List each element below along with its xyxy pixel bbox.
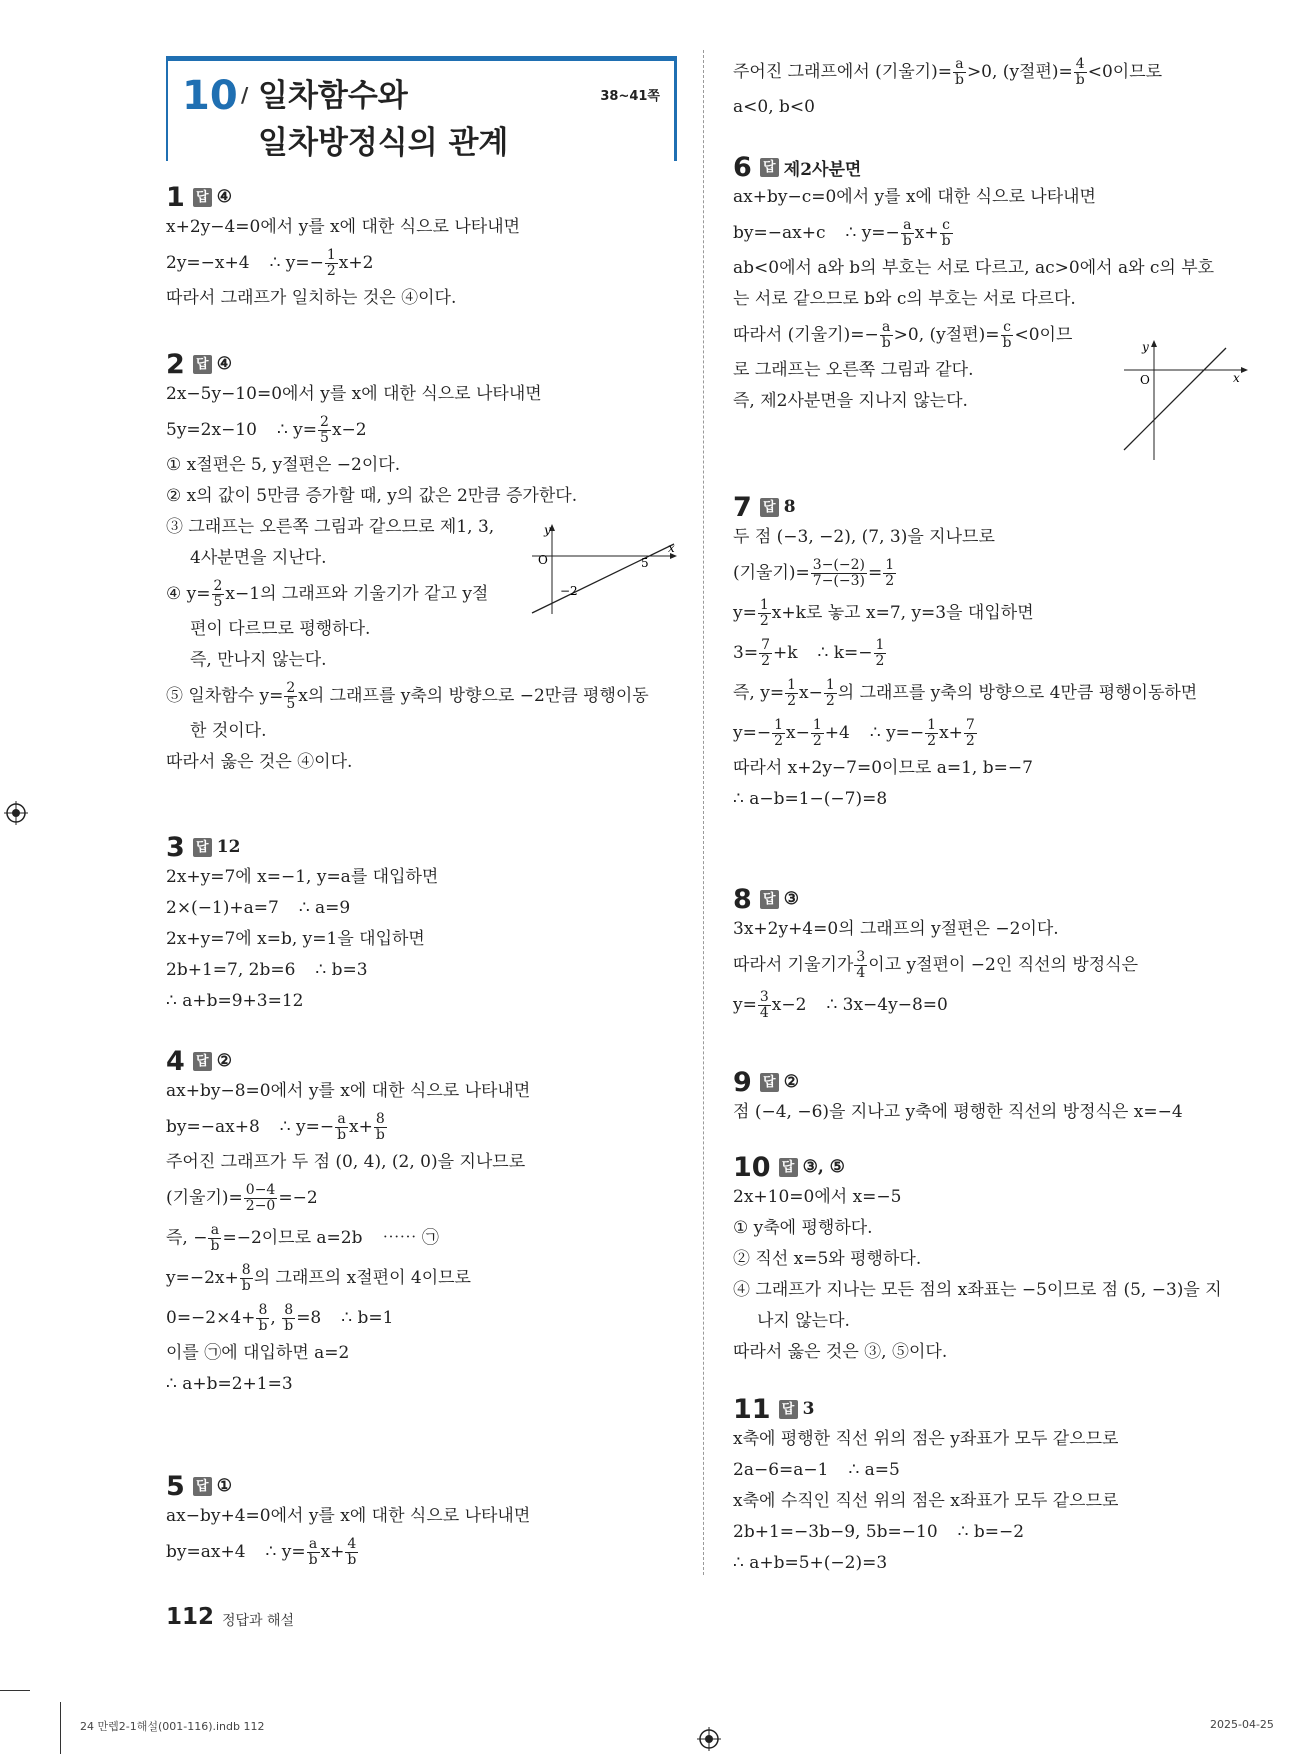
problem-1: 1 답 ④ x+2y−4=0에서 y를 x에 대한 식으로 나타내면 2y=−x+4 ∴ y=− $\frac{1}{2}$ x+2 따라서 그래프가 일치하는 것은 ④이다.	[166, 181, 521, 308]
x-axis-label: x	[668, 541, 675, 555]
answer: ①	[216, 1476, 233, 1496]
problem-number: 11	[733, 1393, 771, 1425]
answer-badge: 답	[779, 1400, 798, 1419]
chapter-header	[166, 56, 677, 161]
x-intercept-label: 5	[641, 556, 649, 570]
answer: 제2사분면	[783, 159, 862, 180]
answer: 3	[802, 1399, 815, 1419]
problem-10: 10 답 ③, ⑤ 2x+10=0에서 x=−5 ① y축에 평행하다. ② 직선 x=5와 평행하다. ④ 그래프가 지나는 모든 점의 x좌표는 −5이므로 점 (5, −3)을 지 나지 않는다. 따라서 옳은 것은 ③, ⑤이다.	[733, 1151, 1222, 1362]
answer: ②	[783, 1072, 800, 1092]
problem-11: 11 답 3 x축에 평행한 직선 위의 점은 y좌표가 모두 같으므로 2a−6=a−1 ∴ a=5 x축에 수직인 직선 위의 점은 x좌표가 모두 같으므로 2b+1=−3b−9, 5b=−10 ∴ b=−2 ∴ a+b=5+(−2)=3	[733, 1393, 1119, 1573]
y-axis-label: y	[544, 523, 551, 537]
crop-mark	[0, 1690, 30, 1691]
problem-number: 6	[733, 151, 752, 183]
graph-problem-2	[528, 522, 678, 618]
answer-badge: 답	[760, 890, 779, 909]
chapter-number: 10	[182, 73, 238, 119]
answer-badge: 답	[193, 838, 212, 857]
origin-label: O	[538, 553, 548, 567]
footer-label: 정답과 해설	[222, 1613, 295, 1629]
problem-2: 2 답 ④ 2x−5y−10=0에서 y를 x에 대한 식으로 나타내면 5y=2x−10 ∴ y= $\frac{2}{5}$ x−2 ① x절편은 5, y절편은 −2이다. ② x의 값이 5만큼 증가할 때, y의 값은 2만큼 증가한다. ③ 그래프는 오른쪽 그림과 같으므로 제1, 3, 4사분면을 지난다. ④ y= $\frac{2}{5}$ x−1의 그래프와 기울기가 같고 y절 편이 다르므로 평행하다. 즉, 만나지 않는다. ⑤ 일차함수 y= $\frac{2}{5}$ x의 그래프를 y축의 방향으로 −2만큼 평행이동 한 것이다. 따라서 옳은 것은 ④이다.	[166, 348, 649, 772]
answer-badge: 답	[193, 355, 212, 374]
problem-9: 9 답 ② 점 (−4, −6)을 지나고 y축에 평행한 직선의 방정식은 x=−4	[733, 1066, 1183, 1122]
problem-5-continued: 주어진 그래프에서 (기울기)= $\frac{a}{b}$ >0, (y절편)= $\frac{4}{b}$ <0이므로 a<0, b<0	[733, 56, 1163, 117]
chapter-slash: /	[241, 83, 249, 107]
page-number: 112	[166, 1604, 215, 1630]
y-intercept-label: −2	[560, 584, 578, 598]
y-axis-label: y	[1142, 340, 1149, 354]
problem-number: 1	[166, 181, 185, 213]
answer: ③	[783, 889, 800, 909]
x-axis-label: x	[1233, 371, 1240, 385]
problem-8: 8 답 ③ 3x+2y+4=0의 그래프의 y절편은 −2이다. 따라서 기울기가 $\frac{3}{4}$ 이고 y절편이 −2인 직선의 방정식은 y= $\frac{3}{4}$ x−2 ∴ 3x−4y−8=0	[733, 883, 1139, 1021]
answer: ③, ⑤	[802, 1157, 845, 1177]
origin-label: O	[1140, 373, 1150, 387]
problem-4: 4 답 ② ax+by−8=0에서 y를 x에 대한 식으로 나타내면 by=−ax+8 ∴ y=− $\frac{a}{b}$ x+ $\frac{8}{b}$ 주어진 그래프가 두 점 (0, 4), (2, 0)을 지나므로 (기울기)= $\frac{0-4}{2-0}$ =−2 즉, − $\frac{a}{b}$ =−2이므로 a=2b ⋯⋯ ㉠ y=−2x+ $\frac{8}{b}$ 의 그래프의 x절편이 4이므로 0=−2×4+ $\frac{8}{b}$ , $\frac{8}{b}$ =8 ∴ b=1 이를 ㉠에 대입하면 a=2 ∴ a+b=2+1=3	[166, 1045, 531, 1394]
answer-badge: 답	[760, 1073, 779, 1092]
problem-number: 10	[733, 1151, 771, 1183]
problem-number: 5	[166, 1470, 185, 1502]
chapter-title: 일차함수와 일차방정식의 관계	[258, 78, 509, 161]
problem-number: 4	[166, 1045, 185, 1077]
registration-mark-icon	[697, 1727, 721, 1751]
print-slug-file: 24 만렙2-1해설(001-116).indb 112	[80, 1720, 265, 1733]
problem-5: 5 답 ① ax−by+4=0에서 y를 x에 대한 식으로 나타내면 by=ax+4 ∴ y= $\frac{a}{b}$ x+ $\frac{4}{b}$	[166, 1470, 531, 1568]
problem-6: 6 답 제2사분면 ax+by−c=0에서 y를 x에 대한 식으로 나타내면 by=−ax+c ∴ y=− $\frac{a}{b}$ x+ $\frac{c}{b}$ ab<0에서 a와 b의 부호는 서로 다르고, ac>0에서 a와 c의 부호 는 서로 같으므로 b와 c의 부호는 서로 다르다. 따라서 (기울기)=− $\frac{a}{b}$ >0, (y절편)= $\frac{c}{b}$ <0이므 로 그래프는 오른쪽 그림과 같다. 즉, 제2사분면을 지나지 않는다.	[733, 151, 1215, 411]
answer: ④	[216, 187, 233, 207]
problem-number: 3	[166, 831, 185, 863]
answer-badge: 답	[193, 1477, 212, 1496]
registration-mark-icon	[4, 801, 28, 825]
chapter-pages: 38~41쪽	[600, 89, 660, 104]
answer-badge: 답	[779, 1158, 798, 1177]
problem-number: 7	[733, 491, 752, 523]
column-divider	[703, 50, 704, 1575]
print-slug-date: 2025-04-25	[1210, 1718, 1274, 1731]
problem-number: 9	[733, 1066, 752, 1098]
answer: ④	[216, 354, 233, 374]
problem-number: 2	[166, 348, 185, 380]
problem-number: 8	[733, 883, 752, 915]
answer-badge: 답	[193, 1052, 212, 1071]
graph-problem-6	[1120, 338, 1250, 464]
answer: 8	[783, 497, 796, 517]
problem-7: 7 답 8 두 점 (−3, −2), (7, 3)을 지나므로 (기울기)= $\frac{3-(-2)}{7-(-3)}$ = $\frac{1}{2}$ y= $\frac{1}{2}$ x+k로 놓고 x=7, y=3을 대입하면 3= $\frac{7}{2}$ +k ∴ k=− $\frac{1}{2}$ 즉, y= $\frac{1}{2}$ x− $\frac{1}{2}$ 의 그래프를 y축의 방향으로 4만큼 평행이동하면 y=− $\frac{1}{2}$ x− $\frac{1}{2}$ +4 ∴ y=− $\frac{1}{2}$ x+ $\frac{7}{2}$ 따라서 x+2y−7=0이므로 a=1, b=−7 ∴ a−b=1−(−7)=8	[733, 491, 1198, 809]
answer-badge: 답	[193, 188, 212, 207]
problem-3: 3 답 12 2x+y=7에 x=−1, y=a를 대입하면 2×(−1)+a=7 ∴ a=9 2x+y=7에 x=b, y=1을 대입하면 2b+1=7, 2b=6 ∴ b=3 ∴ a+b=9+3=12	[166, 831, 439, 1011]
crop-mark	[60, 1702, 61, 1754]
answer: ②	[216, 1051, 233, 1071]
answer-badge: 답	[760, 498, 779, 517]
answer: 12	[216, 837, 241, 857]
answer-badge: 답	[760, 158, 779, 177]
